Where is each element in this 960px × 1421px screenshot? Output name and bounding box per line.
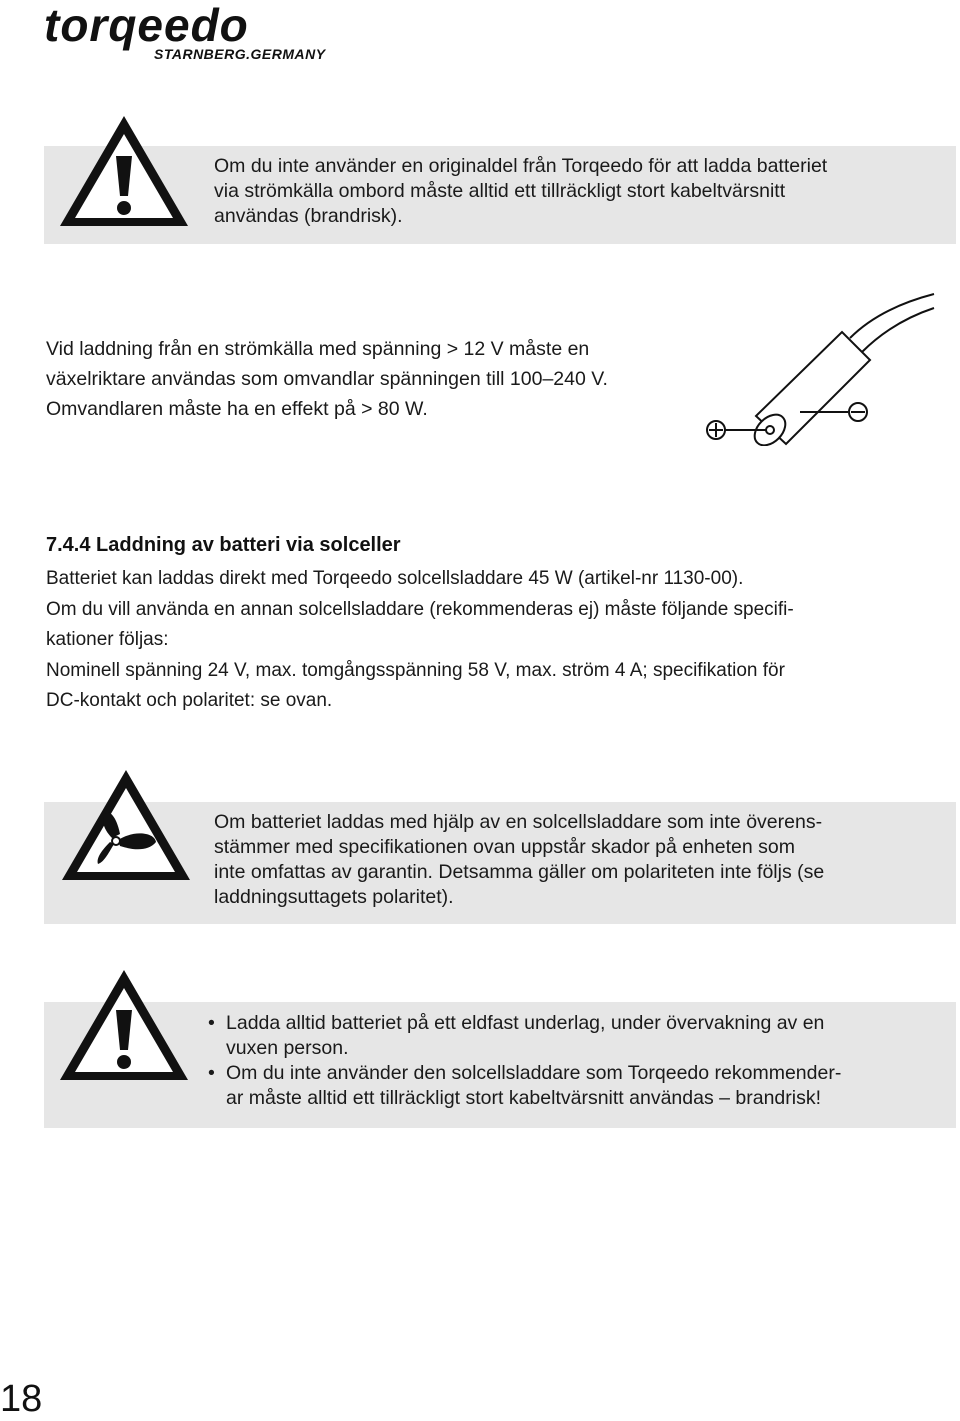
- warning-text-2-line: inte omfattas av garantin. Detsamma gäller om polariteten inte följs (se: [214, 861, 825, 883]
- exclamation-warning-triangle-icon: [56, 112, 192, 230]
- warning-text-1: [214, 154, 944, 229]
- logo-subtitle: STARNBERG.GERMANY: [154, 46, 326, 62]
- warning-text-1-line: användas (brandrisk).: [214, 205, 403, 227]
- warning-bullet-list: [208, 1011, 948, 1111]
- propeller-warning-triangle-icon: [58, 766, 194, 884]
- bullet-line: vuxen person.: [226, 1037, 349, 1059]
- exclamation-warning-triangle-icon: [56, 966, 192, 1084]
- warning-text-2-line: stämmer med specifikationen ovan uppstår skador på enheten som: [214, 836, 795, 858]
- bullet-line: ar måste alltid ett tillräckligt stort kabeltvärsnitt användas – brandrisk!: [226, 1087, 822, 1109]
- warning-bullet-item: [208, 1011, 948, 1061]
- warning-text-1-line: via strömkälla ombord måste alltid ett tillräckligt stort kabeltvärsnitt: [214, 180, 786, 202]
- warning-text-2: [214, 810, 944, 910]
- section-line: Om du vill använda en annan solcellsladdare (rekommenderas ej) måste följande specifi-: [46, 598, 794, 620]
- dc-plug-polarity-icon: [700, 286, 940, 446]
- torqeedo-logo: [44, 2, 344, 64]
- bullet-line: • Om du inte använder den solcellsladdare som Torqeedo rekommender-: [226, 1062, 842, 1084]
- page-number: 18: [0, 1378, 43, 1420]
- section-line: Batteriet kan laddas direkt med Torqeedo solcellsladdare 45 W (artikel-nr 1130-00).: [46, 568, 744, 589]
- warning-text-2-line: laddningsuttagets polaritet).: [214, 886, 454, 908]
- section-line: DC-kontakt och polaritet: se ovan.: [46, 690, 333, 711]
- warning-text-2-line: Om batteriet laddas med hjälp av en solcellsladdare som inte överens-: [214, 811, 823, 833]
- inverter-line: växelriktare användas som omvandlar spänningen till 100–240 V.: [46, 368, 608, 390]
- logo-wordmark: torqeedo: [44, 0, 249, 51]
- warning-text-1-line: Om du inte använder en originaldel från Torqeedo för att ladda batteriet: [214, 155, 828, 177]
- section-body: [46, 564, 946, 717]
- section-line: Nominell spänning 24 V, max. tomgångsspänning 58 V, max. ström 4 A; specifikation för: [46, 659, 785, 681]
- warning-text-3: [208, 1011, 948, 1111]
- section-line: kationer följas:: [46, 629, 169, 650]
- inverter-paragraph: [46, 334, 608, 424]
- inverter-line: Vid laddning från en strömkälla med spänning > 12 V måste en: [46, 338, 590, 360]
- warning-bullet-item: [208, 1061, 948, 1111]
- section-heading: 7.4.4 Laddning av batteri via solceller: [46, 534, 401, 556]
- bullet-line: • Ladda alltid batteriet på ett eldfast underlag, under övervakning av en: [226, 1012, 825, 1034]
- inverter-line: Omvandlaren måste ha en effekt på > 80 W.: [46, 398, 428, 420]
